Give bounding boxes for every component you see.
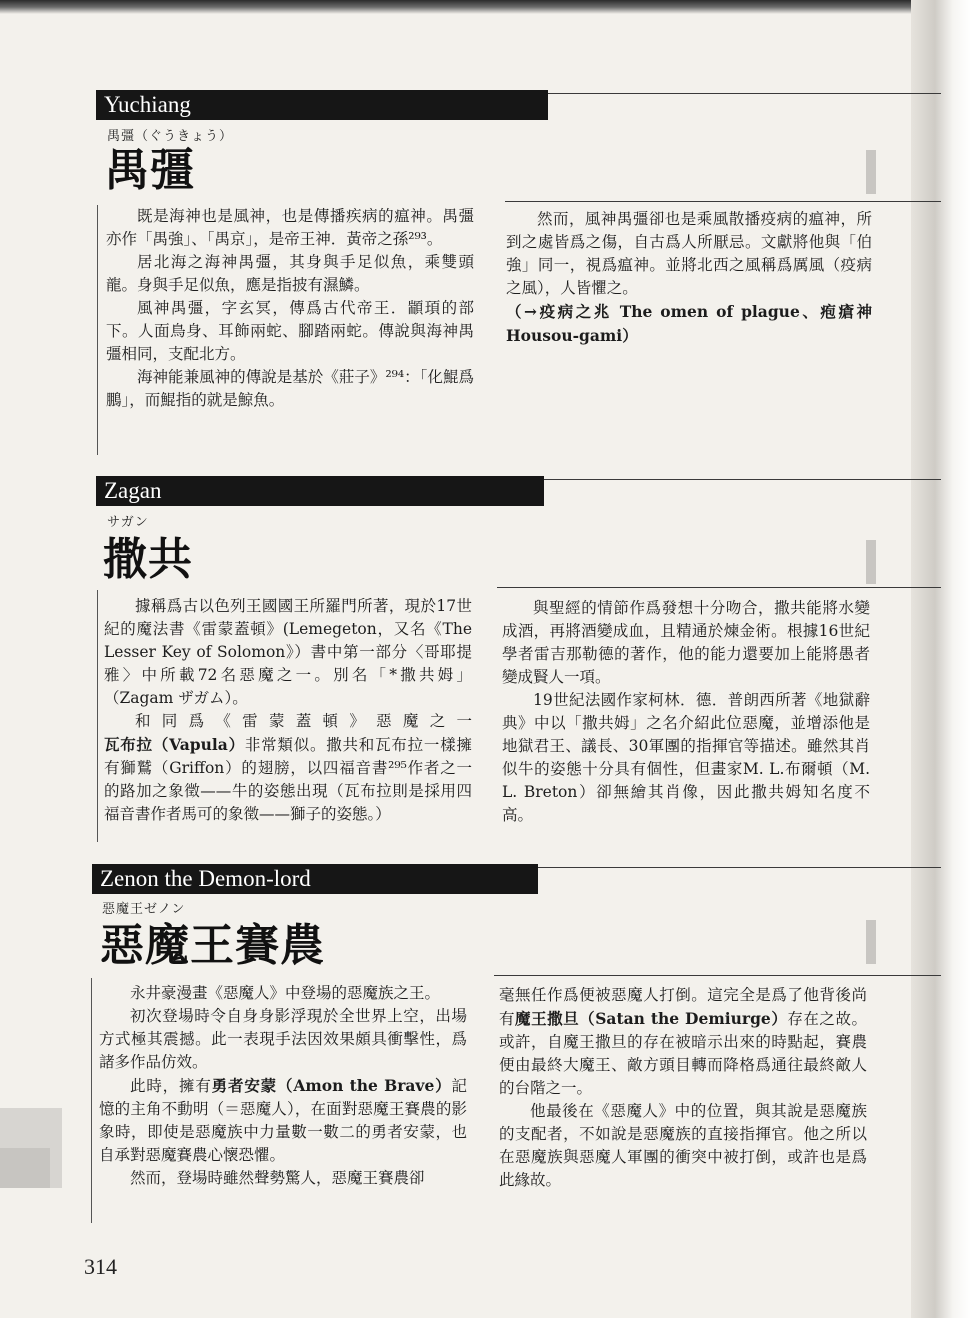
paragraph: 然而，登場時雖然聲勢驚人，惡魔王賽農卻 — [130, 1169, 425, 1187]
entry-title: 禺彊 — [105, 145, 195, 196]
entry-reading: サガン — [107, 515, 149, 530]
paragraph: 永井豪漫畫《惡魔人》中登場的惡魔族之王。 — [130, 984, 441, 1002]
entry-right-column — [506, 208, 872, 348]
paragraph-text: 和同爲《雷蒙蓋頓》惡魔之一 — [135, 712, 472, 730]
show-through-label — [770, 540, 876, 584]
cross-reference-term: 瓦布拉（Vapula） — [104, 735, 245, 754]
paragraph: 據稱爲古以色列王國國王所羅門所著，現於17世紀的魔法書《雷蒙蓋頓》(Lemegeton，又名《The Lesser Key of Solomon》）書中第一部分〈哥耶提雅〉中所載72名惡魔之一。別名「*撒共姆」（Zagam ザガム）。 — [104, 597, 472, 707]
header-rule — [544, 479, 941, 480]
paragraph: 與聖經的情節作爲發想十分吻合，撒共能將水變成酒，再將酒變成血，且精通於煉金術。根據16世紀學者雷吉那勒德的著作，他的能力還要加上能將愚者變成賢人一項。 — [502, 599, 870, 686]
paragraph: 海神能兼風神的傳說是基於《莊子》²⁹⁴：「化鯤爲鵬」，而鯤指的就是鯨魚。 — [106, 368, 474, 409]
cross-reference — [506, 300, 872, 348]
entry-left-column — [99, 982, 467, 1190]
header-rule — [548, 93, 941, 94]
cross-reference-text: （→疫病之兆 The omen of plague、疱瘡神 Housou-gami） — [506, 302, 872, 345]
entry-header-bar: Zenon the Demon-lord — [92, 864, 538, 894]
paragraph-text: 記憶的主角不動明（＝惡魔人），在面對惡魔王賽農的影象時，即使是惡魔族中力量數一數二的勇者安蒙，也自承對惡魔賽農心懷恐懼。 — [99, 1077, 467, 1164]
entry-right-column — [499, 984, 867, 1192]
show-through-label — [770, 920, 876, 964]
entry-header-bar: Yuchiang — [96, 90, 548, 120]
column-rule — [97, 590, 98, 842]
column-rule — [91, 978, 92, 1223]
paragraph — [99, 1074, 467, 1167]
show-through-label — [760, 150, 876, 194]
paragraph: 然而，風神禺彊卻也是乘風散播疫病的瘟神，所到之處皆爲之傷，自古爲人所厭忌。文獻將他與「伯強」同一，視爲瘟神。並將北西之風稱爲厲風（疫病之風），人皆懼之。 — [506, 210, 872, 297]
entry-right-column — [502, 597, 870, 827]
paragraph-text: 此時，擁有 — [130, 1077, 212, 1095]
thumb-index-tab-shade — [0, 1148, 50, 1188]
entry-reading: 惡魔王ゼノン — [102, 902, 186, 917]
paragraph-text: 存在之故。或許，自魔王撒旦的存在被暗示出來的時點起，賽農便由最終大魔王、敵方頭目轉而降格爲通往最終敵人的台階之一。 — [499, 1010, 867, 1097]
cross-reference-term: 勇者安蒙（Amon the Brave） — [211, 1076, 452, 1095]
paragraph: 居北海之海神禺彊，其身與手足似魚，乘雙頭龍。身與手足似魚，應是指披有濕鱗。 — [106, 253, 474, 294]
paragraph — [499, 984, 867, 1100]
column-rule — [97, 205, 98, 455]
page-number: 314 — [84, 1254, 117, 1279]
paragraph — [104, 710, 472, 826]
paragraph: 19世紀法國作家柯林．德．普朗西所著《地獄辭典》中以「撒共姆」之名介紹此位惡魔，並增添他是地獄君王、議長、30軍團的指揮官等描述。雖然其肖似牛的姿態十分具有個性，但畫家M. L.布爾頓（M. L. Breton）卻無繪其肖像，因此撒共姆知名度不高。 — [502, 691, 870, 824]
paragraph: 他最後在《惡魔人》中的位置，與其說是惡魔族的支配者，不如說是惡魔族的直接指揮官。他之所以在惡魔族與惡魔人軍團的衝突中被打倒，或許也是爲此緣故。 — [499, 1102, 867, 1189]
paragraph: 初次登場時令自身身影浮現於全世界上空，出場方式極其震撼。此一表現手法因效果頗具衝擊性，爲諸多作品仿效。 — [99, 1007, 467, 1071]
book-top-shadow — [0, 0, 971, 14]
cross-reference-term: 魔王撒旦（Satan the Demiurge） — [515, 1009, 788, 1028]
entry-reading: 禺彊（ぐうきょう） — [107, 129, 234, 144]
section-rule — [497, 587, 941, 588]
paragraph: 風神禺彊，字玄冥，傳爲古代帝王．顓頊的部下。人面鳥身、耳飾兩蛇、腳踏兩蛇。傳說與海神禺彊相同，支配北方。 — [106, 299, 474, 363]
entry-header-bar: Zagan — [96, 476, 544, 506]
entry-title: 惡魔王賽農 — [100, 920, 325, 971]
section-rule — [494, 975, 941, 976]
entry-left-column — [104, 595, 472, 826]
paragraph-text: 非常類似。撒共和瓦布拉一樣擁有獅鷲（Griffon）的翅膀，以四福音書²⁹⁵作者之一的路加之象徵——牛的姿態出現（瓦布拉則是採用四福音書作者馬可的象徵——獅子的姿態。） — [104, 736, 472, 823]
entry-left-column — [106, 205, 474, 412]
page-gutter — [911, 0, 971, 1318]
section-rule — [505, 201, 941, 202]
paragraph-text: 毫無任作爲便被惡魔人打倒。這完全是爲了他背後尚有 — [499, 986, 867, 1028]
paragraph: 既是海神也是風神，也是傳播疾病的瘟神。禺彊亦作「禺強」、「禺京」，是帝王神．黃帝之孫²⁹³。 — [106, 207, 474, 248]
header-rule — [538, 867, 941, 868]
entry-title: 撒共 — [103, 534, 193, 585]
